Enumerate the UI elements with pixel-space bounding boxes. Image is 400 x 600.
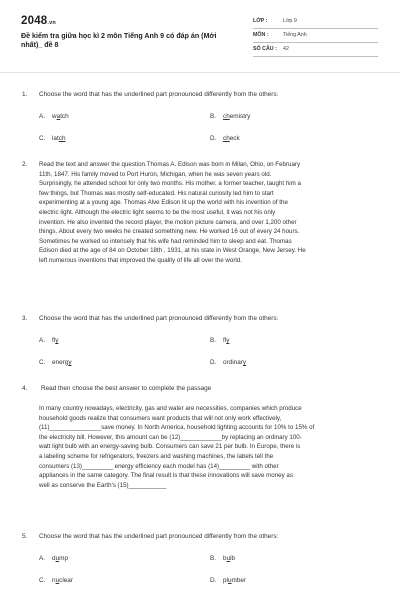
site-logo[interactable] xyxy=(21,15,56,27)
question-number: 1. xyxy=(22,91,28,98)
option-d[interactable] xyxy=(210,576,246,585)
option-label: B. xyxy=(210,113,217,120)
option-label: A. xyxy=(39,113,46,120)
option-c[interactable] xyxy=(39,358,72,367)
option-d[interactable] xyxy=(210,134,240,143)
meta-question-count xyxy=(253,45,378,57)
passage-line: experimenting at a young age. Thomas Alve Edison lit up the world with his invention of the xyxy=(39,199,288,207)
option-label: D. xyxy=(210,135,217,142)
option-d[interactable] xyxy=(210,358,246,367)
option-b[interactable] xyxy=(210,336,229,345)
option-text: energy xyxy=(52,359,72,366)
option-a[interactable] xyxy=(39,336,58,345)
passage-line: Edison died at the age of 84 on October 18th , 1931, at his state in West Orange, New Jersey. He xyxy=(39,247,306,255)
question-prompt: Choose the word that has the underlined part pronounced differently from the others: xyxy=(39,91,279,98)
passage-line: Surprisingly, he attended school for only two months. His mother, a former teacher, taught him a xyxy=(39,180,301,188)
question-prompt: Read then choose the best answer to complete the passage xyxy=(41,385,212,392)
option-c[interactable] xyxy=(39,576,73,585)
option-text: chemistry xyxy=(223,113,251,120)
option-label: D. xyxy=(210,577,217,584)
passage-line: Read the text and answer the question.Thomas A. Edison was born in Milan, Ohio, on February xyxy=(39,161,301,168)
option-text: bulb xyxy=(223,555,236,562)
option-label: B. xyxy=(210,337,217,344)
question-number: 4. xyxy=(22,385,28,392)
passage-line: electric light. Although the electric light seems to be the most useful, it was not his only xyxy=(39,208,276,216)
option-a[interactable] xyxy=(39,112,69,121)
meta-subject-label: MÔN : xyxy=(253,32,269,38)
passage-line: invention. He also invented the record player, the motion picture camera, and over 1,200 other xyxy=(39,218,297,226)
option-a[interactable] xyxy=(39,554,68,563)
option-text: fly xyxy=(223,337,230,344)
meta-question-count-value: 42 xyxy=(283,46,289,52)
page-header xyxy=(0,0,400,66)
question-number: 2. xyxy=(22,161,28,168)
meta-question-count-label: SỐ CÂU : xyxy=(253,46,277,52)
option-text: fly xyxy=(52,337,59,344)
passage-line: few things, but Thomas was mostly self-educated. His natural curiosity led him to start xyxy=(39,189,274,197)
logo-text: 2048 xyxy=(21,15,48,27)
header-divider xyxy=(0,72,400,73)
cloze-passage xyxy=(39,404,376,490)
meta-grade xyxy=(253,17,378,29)
option-text: ordinary xyxy=(223,359,247,366)
option-text: dump xyxy=(52,555,69,562)
passage-line: (11)_______________save money. In North America, household lighting accounts for 10% to 15% of xyxy=(39,424,315,432)
meta-grade-value: Lớp 9 xyxy=(283,18,297,24)
question-number: 5. xyxy=(22,533,28,540)
option-label: B. xyxy=(210,555,217,562)
logo-suffix: .vn xyxy=(47,20,56,26)
option-text: watch xyxy=(52,113,69,120)
passage-line: In many country nowadays, electricity, gas and water are necessities, companies which produce xyxy=(39,405,302,412)
passage-line: 11th, 1847. His family moved to Port Huron, Michigan, when he was seven years old. xyxy=(39,170,272,178)
passage-line: left numerous inventions that improved the quality of life all over the world. xyxy=(39,256,242,264)
passage-line: the electricity bill. However, this amount can be (12)____________by replacing an ordinary 100- xyxy=(39,433,302,441)
document-title-line-2: nhất)_ đề 8 xyxy=(21,41,59,50)
passage-line: watt light bulb with an energy-saving bulb. Consumers can save 21 per bulb. In Europe, there is xyxy=(39,443,301,451)
meta-subject xyxy=(253,31,378,43)
passage-line: consumers (13)_________ energy efficiency each model has (14)_________ with other xyxy=(39,462,279,470)
meta-grade-label: LỚP : xyxy=(253,18,268,24)
passage-line: things. About every two weeks he created something new. He worked 16 out of every 24 hours. xyxy=(39,228,300,236)
option-label: C. xyxy=(39,577,46,584)
option-text: check xyxy=(223,135,240,142)
question-prompt: Choose the word that has the underlined part pronounced differently from the others: xyxy=(39,533,279,540)
option-text: nuclear xyxy=(52,577,73,584)
reading-passage xyxy=(39,160,376,266)
passage-line: household goods realize that consumers want products that will not only work effectively, xyxy=(39,414,282,422)
option-label: C. xyxy=(39,135,46,142)
document-title xyxy=(21,32,246,50)
question-number: 3. xyxy=(22,315,28,322)
option-label: A. xyxy=(39,555,46,562)
option-c[interactable] xyxy=(39,134,66,143)
document-title-line-1: Đề kiểm tra giữa học kì 2 môn Tiếng Anh 9 có đáp án (Mới xyxy=(21,32,217,40)
option-b[interactable] xyxy=(210,112,250,121)
option-text: latch xyxy=(52,135,66,142)
passage-line: appliances in the same category. The final result is that these innovations will save money as xyxy=(39,472,293,480)
option-label: C. xyxy=(39,359,46,366)
option-text: plumber xyxy=(223,577,247,584)
option-label: D. xyxy=(210,359,217,366)
passage-line: Sometimes he worked so intensely that his wife had reminded him to sleep and eat. Thomas xyxy=(39,237,292,245)
meta-subject-value: Tiếng Anh xyxy=(283,32,307,38)
option-b[interactable] xyxy=(210,554,235,563)
question-prompt: Choose the word that has the underlined part pronounced differently from the others: xyxy=(39,315,279,322)
passage-line: well as conserve the Earth's (15)___________ xyxy=(39,481,167,489)
passage-line: a labeling scheme for refrigerators, freezers and washing machines, the labels tell the xyxy=(39,452,274,460)
option-label: A. xyxy=(39,337,46,344)
